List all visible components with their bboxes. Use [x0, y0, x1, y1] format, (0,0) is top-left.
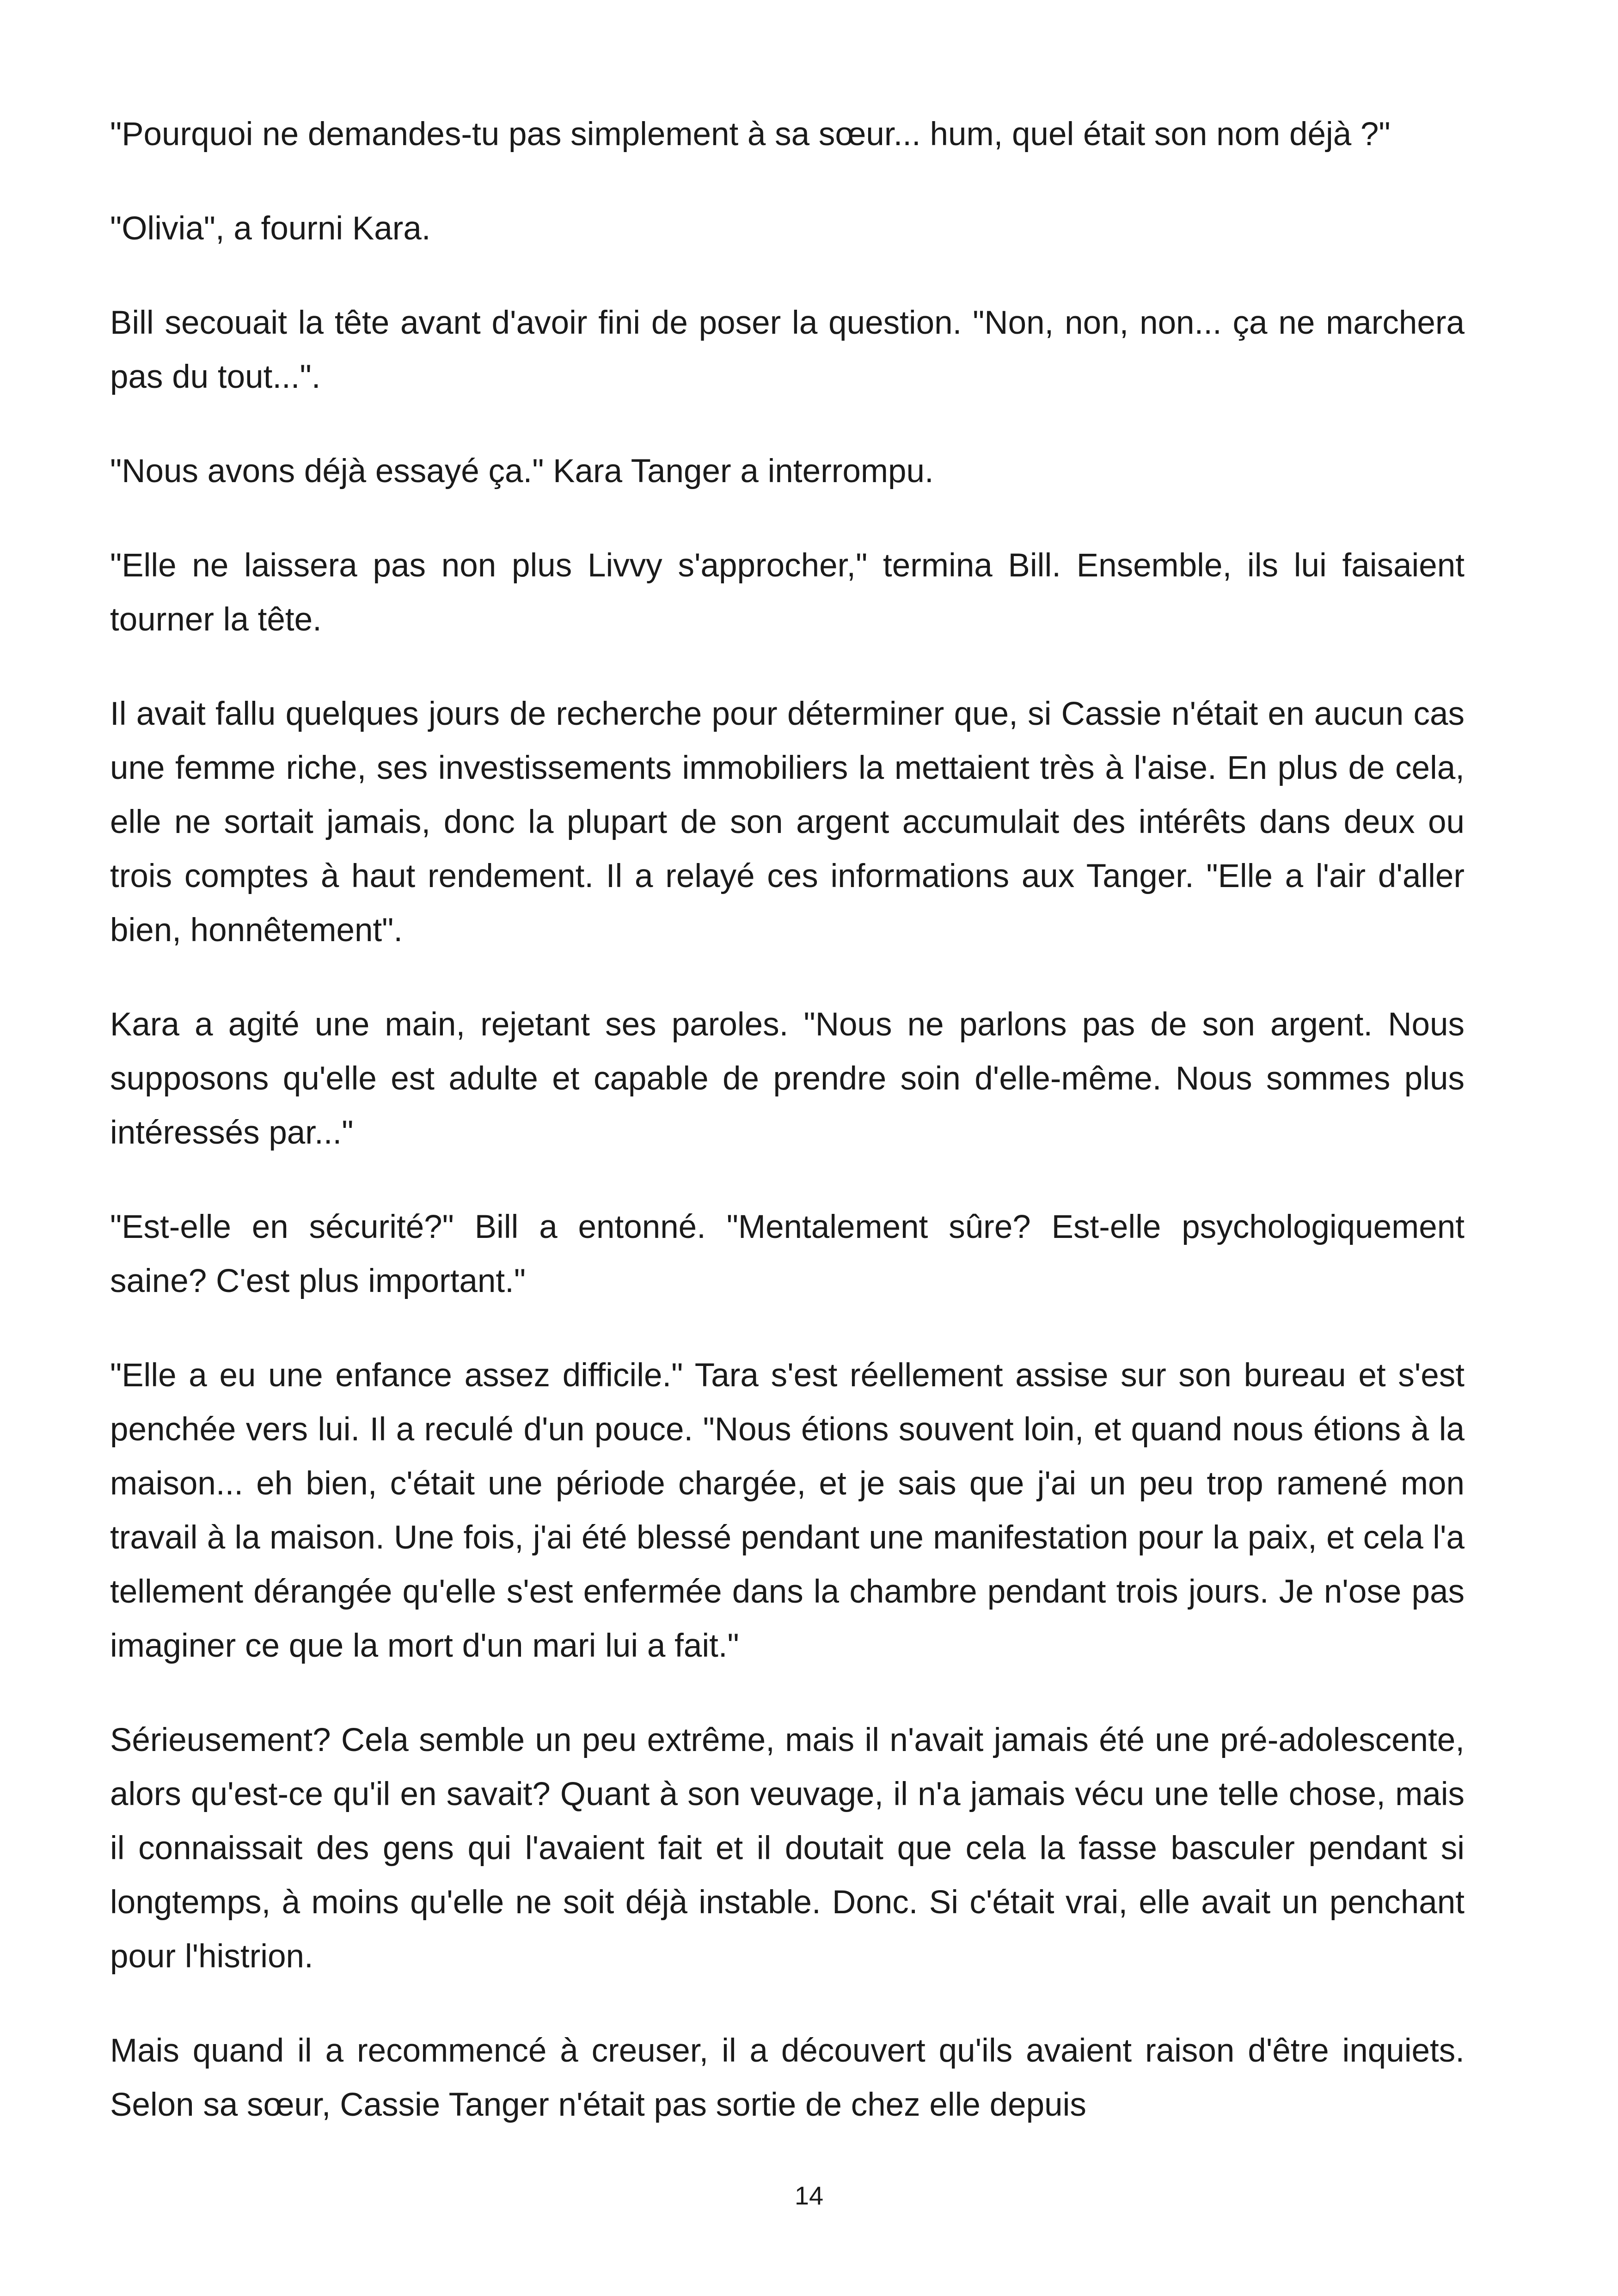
paragraph: "Elle a eu une enfance assez difficile." Tara s'est réellement assise sur son bureau et s'est penchée vers lui. Il a reculé d'un pouce. "Nous étions souvent loin, et quand nous étions à la maison... eh bien, c'était une période chargée, et je sais que j'ai un peu trop ramené mon travail à la maison. Une fois, j'ai été blessé pendant une manifestation pour la paix, et cela l'a tellement dérangée qu'elle s'est enfermée dans la chambre pendant trois jours. Je n'ose pas imaginer ce que la mort d'un mari lui a fait."	[110, 1357, 1465, 1664]
paragraph: Bill secouait la tête avant d'avoir fini de poser la question. "Non, non, non... ça ne marchera pas du tout...".	[110, 305, 1465, 395]
paragraph: "Est-elle en sécurité?" Bill a entonné. "Mentalement sûre? Est-elle psychologiquement saine? C'est plus important."	[110, 1209, 1465, 1299]
paragraph: "Pourquoi ne demandes-tu pas simplement à sa sœur... hum, quel était son nom déjà ?"	[110, 116, 1391, 153]
paragraph: "Elle ne laissera pas non plus Livvy s'approcher," termina Bill. Ensemble, ils lui faisaient tourner la tête.	[110, 547, 1465, 638]
paragraph: "Nous avons déjà essayé ça." Kara Tanger a interrompu.	[110, 453, 934, 490]
paragraph: Sérieusement? Cela semble un peu extrême, mais il n'avait jamais été une pré-adolescente, alors qu'est-ce qu'il en savait? Quant à son veuvage, il n'a jamais vécu une telle chose, mais il connaissait des gens qui l'avaient fait et il doutait que cela la fasse basculer pendant si longtemps, à moins qu'elle ne soit déjà instable. Donc. Si c'était vrai, elle avait un penchant pour l'histrion.	[110, 1722, 1465, 1975]
paragraph: Kara a agité une main, rejetant ses paroles. "Nous ne parlons pas de son argent. Nous supposons qu'elle est adulte et capable de prendre soin d'elle-même. Nous sommes plus intéressés par..."	[110, 1006, 1465, 1151]
paragraph: Il avait fallu quelques jours de recherche pour déterminer que, si Cassie n'était en aucun cas une femme riche, ses investissements immobiliers la mettaient très à l'aise. En plus de cela, elle ne sortait jamais, donc la plupart de son argent accumulait des intérêts dans deux ou trois comptes à haut rendement. Il a relayé ces informations aux Tanger. "Elle a l'air d'aller bien, honnêtement".	[110, 696, 1465, 949]
page-number: 14	[794, 2181, 824, 2210]
paragraph: "Olivia", a fourni Kara.	[110, 210, 431, 247]
page-body	[110, 107, 1465, 2172]
paragraph: Mais quand il a recommencé à creuser, il a découvert qu'ils avaient raison d'être inquiets. Selon sa sœur, Cassie Tanger n'était pas sortie de chez elle depuis	[110, 2033, 1465, 2123]
